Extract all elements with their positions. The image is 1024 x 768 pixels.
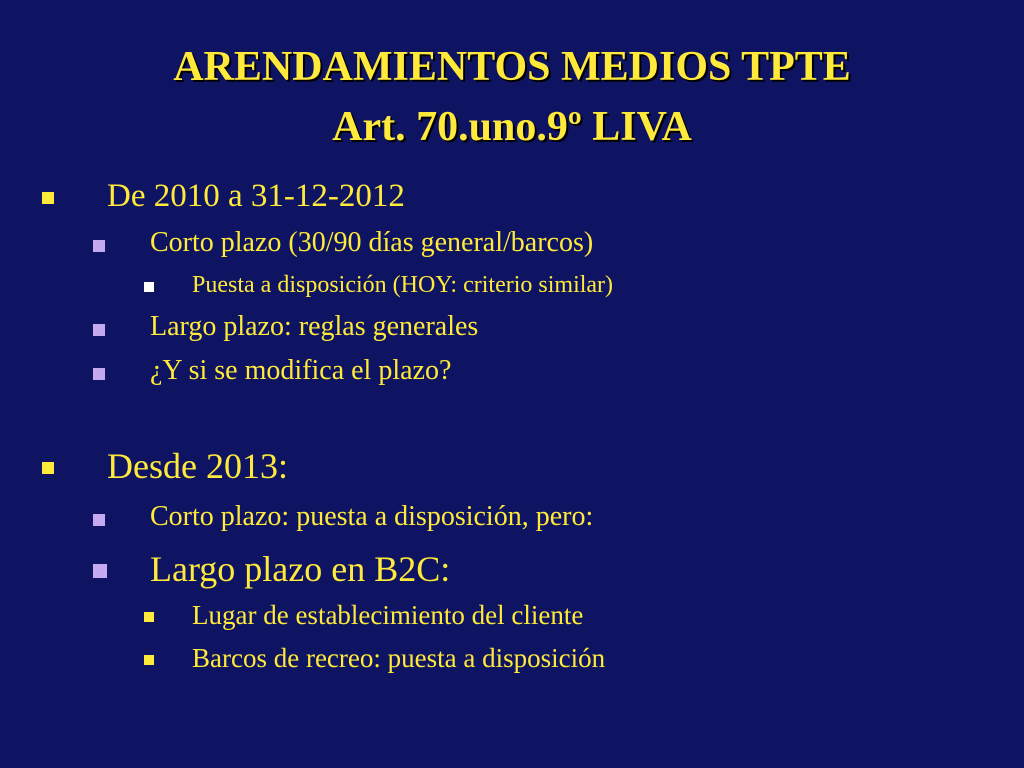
square-bullet-icon (144, 655, 154, 665)
square-bullet-icon (144, 612, 154, 622)
section-2-item-2-sub-2-text: Barcos de recreo: puesta a disposición (192, 643, 606, 673)
section-1-item-1-sub-text: Puesta a disposición (HOY: criterio similar) (192, 272, 614, 298)
section-2-item-2-sub-1-text: Lugar de establecimiento del cliente (192, 600, 584, 630)
square-bullet-icon (93, 324, 105, 336)
square-bullet-icon (42, 462, 54, 474)
section-2-item-1-text: Corto plazo: puesta a disposición, pero: (150, 501, 594, 532)
section-1-heading: De 2010 a 31-12-2012 (107, 178, 405, 214)
slide-title-line-2: Art. 70.uno.9º LIVA (332, 104, 692, 150)
square-bullet-icon (93, 240, 105, 252)
square-bullet-icon (42, 192, 54, 204)
section-2-heading: Desde 2013: (107, 446, 288, 486)
section-1-item-3-text: ¿Y si se modifica el plazo? (150, 355, 452, 386)
section-2-item-2-text: Largo plazo en B2C: (150, 549, 451, 589)
slide-title-line-1: ARENDAMIENTOS MEDIOS TPTE (173, 44, 851, 90)
square-bullet-icon (93, 368, 105, 380)
section-1-item-1-text: Corto plazo (30/90 días general/barcos) (150, 227, 594, 258)
square-bullet-icon (93, 564, 107, 578)
section-1-item-2-text: Largo plazo: reglas generales (150, 311, 479, 342)
square-bullet-icon (144, 282, 154, 292)
square-bullet-icon (93, 514, 105, 526)
